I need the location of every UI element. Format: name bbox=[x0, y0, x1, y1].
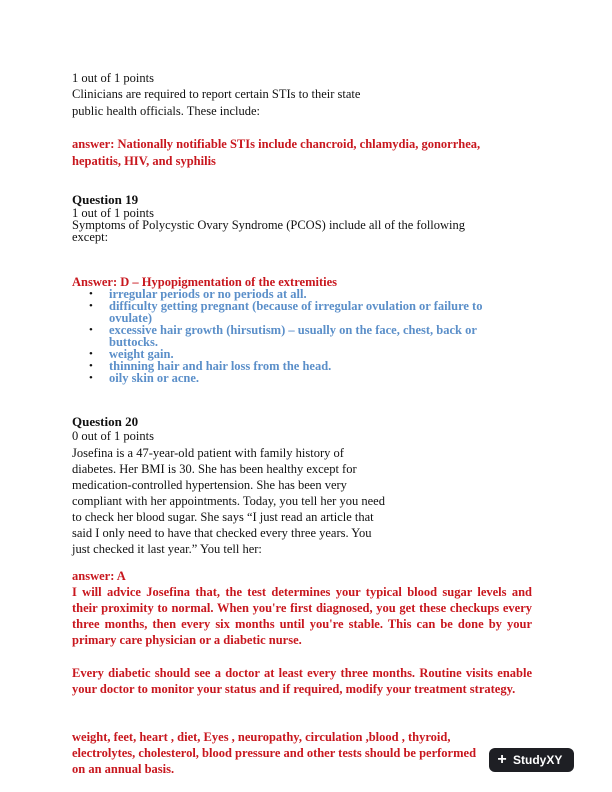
question-20-line: just checked it last year.” You tell her: bbox=[72, 542, 262, 556]
question-20-answer-label: answer: A bbox=[72, 569, 126, 583]
pcos-symptom-list bbox=[72, 288, 542, 384]
question-19-heading: Question 19 bbox=[72, 192, 139, 207]
symptom-text: irregular periods or no periods at all. bbox=[109, 287, 307, 301]
plus-icon: + bbox=[497, 751, 507, 768]
question-20-paragraph-3-line-3: on an annual basis. bbox=[72, 762, 175, 776]
bullet-icon: • bbox=[89, 300, 93, 312]
bullet-icon: • bbox=[89, 348, 93, 360]
list-item bbox=[72, 324, 542, 348]
question-20-answer-paragraph: I will advice Josefina that, the test determines your typical blood sugar levels and their proximity to normal. When you're first diagnosed, you get these checkups every three months, then every six months until you're stable. This can be done by your primary care physician or a diabetic nurse. bbox=[72, 585, 532, 647]
question-20-line: diabetes. Her BMI is 30. She has been healthy except for bbox=[72, 462, 357, 476]
symptom-text-continued: ovulate) bbox=[109, 311, 153, 325]
badge-label: StudyXY bbox=[513, 753, 563, 767]
intro-points: 1 out of 1 points bbox=[72, 71, 154, 85]
symptom-text: difficulty getting pregnant (because of irregular ovulation or failure to bbox=[109, 299, 483, 313]
question-19-points: 1 out of 1 points bbox=[72, 206, 154, 220]
studyxy-badge[interactable] bbox=[489, 748, 574, 772]
question-20-line: compliant with her appointments. Today, you tell her you need bbox=[72, 494, 385, 508]
symptom-text: excessive hair growth (hirsutism) – usually on the face, chest, back or bbox=[109, 323, 477, 337]
question-20-paragraph-2: Every diabetic should see a doctor at least every three months. Routine visits enable your doctor to monitor your status and if required, modify your treatment strategy. bbox=[72, 666, 532, 696]
question-20-line: said I only need to have that checked every three years. You bbox=[72, 526, 372, 540]
symptom-text: weight gain. bbox=[109, 347, 174, 361]
question-20-points: 0 out of 1 points bbox=[72, 429, 154, 443]
question-20-heading: Question 20 bbox=[72, 414, 139, 429]
symptom-text-continued: buttocks. bbox=[109, 335, 158, 349]
question-19-text-line-1: Symptoms of Polycystic Ovary Syndrome (PCOS) include all of the following bbox=[72, 218, 466, 232]
list-item bbox=[72, 300, 542, 324]
intro-answer-line-2: hepatitis, HIV, and syphilis bbox=[72, 154, 216, 168]
symptom-text: thinning hair and hair loss from the head. bbox=[109, 359, 332, 373]
question-20-paragraph-3-line-2: electrolytes, cholesterol, blood pressure and other tests should be performed bbox=[72, 746, 477, 760]
bullet-icon: • bbox=[89, 360, 93, 372]
bullet-icon: • bbox=[89, 288, 93, 300]
question-19-text-line-2: except: bbox=[72, 230, 109, 244]
symptom-text: oily skin or acne. bbox=[109, 371, 200, 385]
list-item bbox=[72, 372, 542, 384]
intro-question-line-2: public health officials. These include: bbox=[72, 104, 261, 118]
intro-answer-line-1: answer: Nationally notifiable STIs include chancroid, chlamydia, gonorrhea, bbox=[72, 137, 481, 151]
question-20-paragraph-3-line-1: weight, feet, heart , diet, Eyes , neuropathy, circulation ,blood , thyroid, bbox=[72, 730, 451, 744]
intro-question-line-1: Clinicians are required to report certain STIs to their state bbox=[72, 87, 361, 101]
bullet-icon: • bbox=[89, 372, 93, 384]
question-20-line: Josefina is a 47-year-old patient with family history of bbox=[72, 446, 344, 460]
question-19-answer: Answer: D – Hypopigmentation of the extremities bbox=[72, 275, 338, 289]
bullet-icon: • bbox=[89, 324, 93, 336]
question-20-line: to check her blood sugar. She says “I just read an article that bbox=[72, 510, 374, 524]
question-20-line: medication-controlled hypertension. She has been very bbox=[72, 478, 347, 492]
question-20-text bbox=[72, 445, 385, 557]
